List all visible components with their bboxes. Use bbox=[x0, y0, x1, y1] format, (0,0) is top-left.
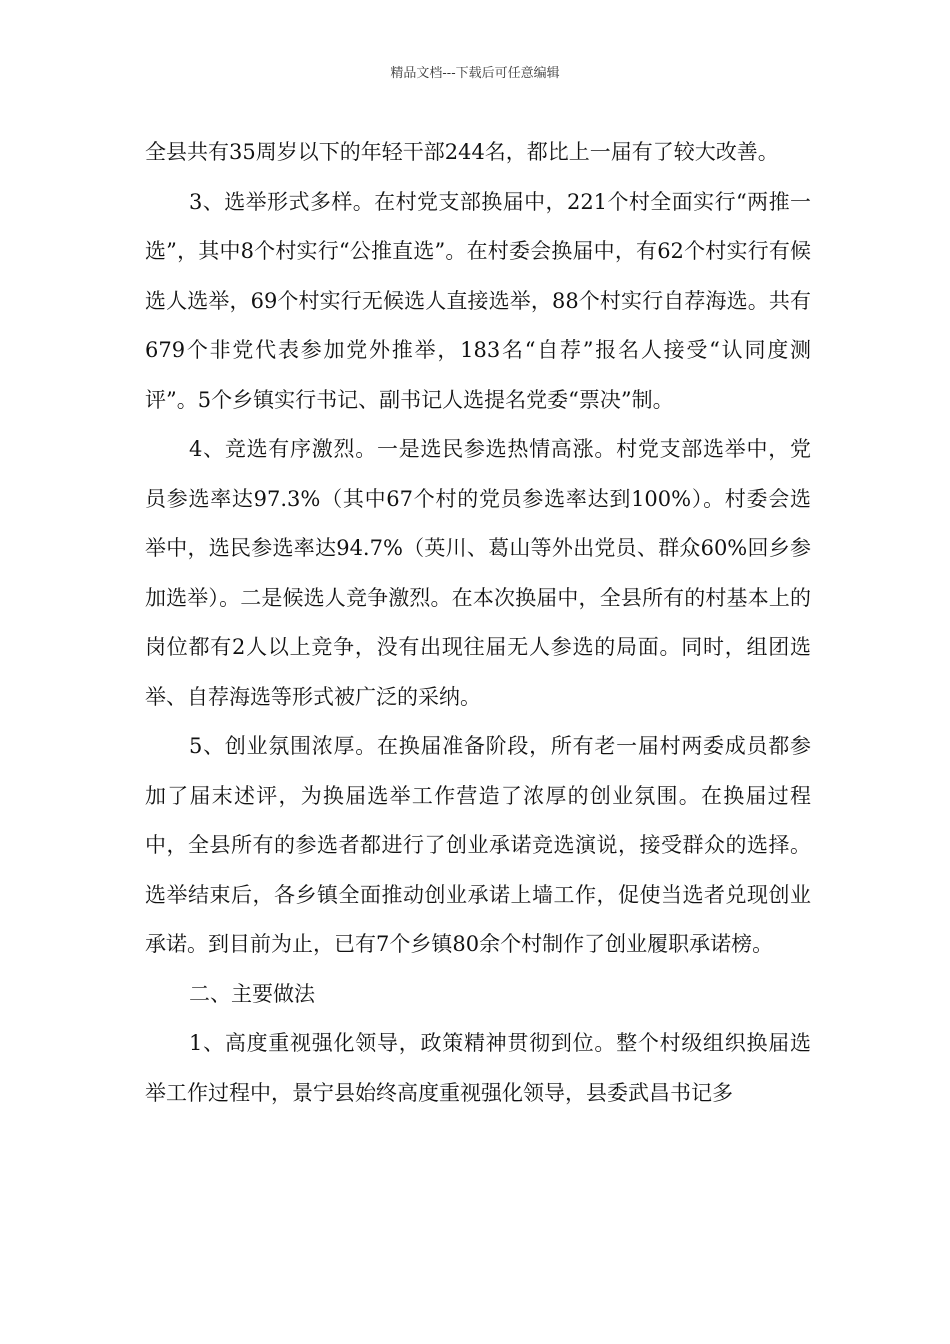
page-header: 精品文档---下载后可任意编辑 bbox=[390, 66, 560, 81]
paragraph-leadership: 1、高度重视强化领导，政策精神贯彻到位。整个村级组织换届选举工作过程中，景宁县始终高度重视强化领导，县委武昌书记多 bbox=[145, 1031, 811, 1105]
paragraph-election-forms: 3、选举形式多样。在村党支部换届中，221个村全面实行“两推一选”，其中8个村实行“公推直选”。在村委会换届中，有62个村实行有候选人选举，69个村实行无候选人直接选举，88个村实行自荐海选。共有679个非党代表参加党外推举，183名“自荐”报名人接受“认同度测评”。5个乡镇实行书记、副书记人选提名党委“票决”制。 bbox=[145, 189, 811, 412]
paragraph-continuation: 全县共有35周岁以下的年轻干部244名，都比上一届有了较大改善。 bbox=[145, 140, 779, 164]
paragraph-entrepreneurship: 5、创业氛围浓厚。在换届准备阶段，所有老一届村两委成员都参加了届末述评，为换届选举工作营造了浓厚的创业氛围。在换届过程中，全县所有的参选者都进行了创业承诺竞选演说，接受群众的选择。选举结束后，各乡镇全面推动创业承诺上墙工作，促使当选者兑现创业承诺。到目前为止，已有7个乡镇80余个村制作了创业履职承诺榜。 bbox=[145, 734, 811, 956]
document-body bbox=[145, 128, 811, 1118]
paragraph-competition: 4、竞选有序激烈。一是选民参选热情高涨。村党支部选举中，党员参选率达97.3%（其中67个村的党员参选率达到100%）。村委会选举中，选民参选率达94.7%（英川、葛山等外出党员、群众60%回乡参加选举）。二是候选人竞争激烈。在本次换届中，全县所有的村基本上的岗位都有2人以上竞争，没有出现往届无人参选的局面。同时，组团选举、自荐海选等形式被广泛的采纳。 bbox=[145, 437, 811, 709]
section-heading-main-practices: 二、主要做法 bbox=[189, 981, 315, 1006]
